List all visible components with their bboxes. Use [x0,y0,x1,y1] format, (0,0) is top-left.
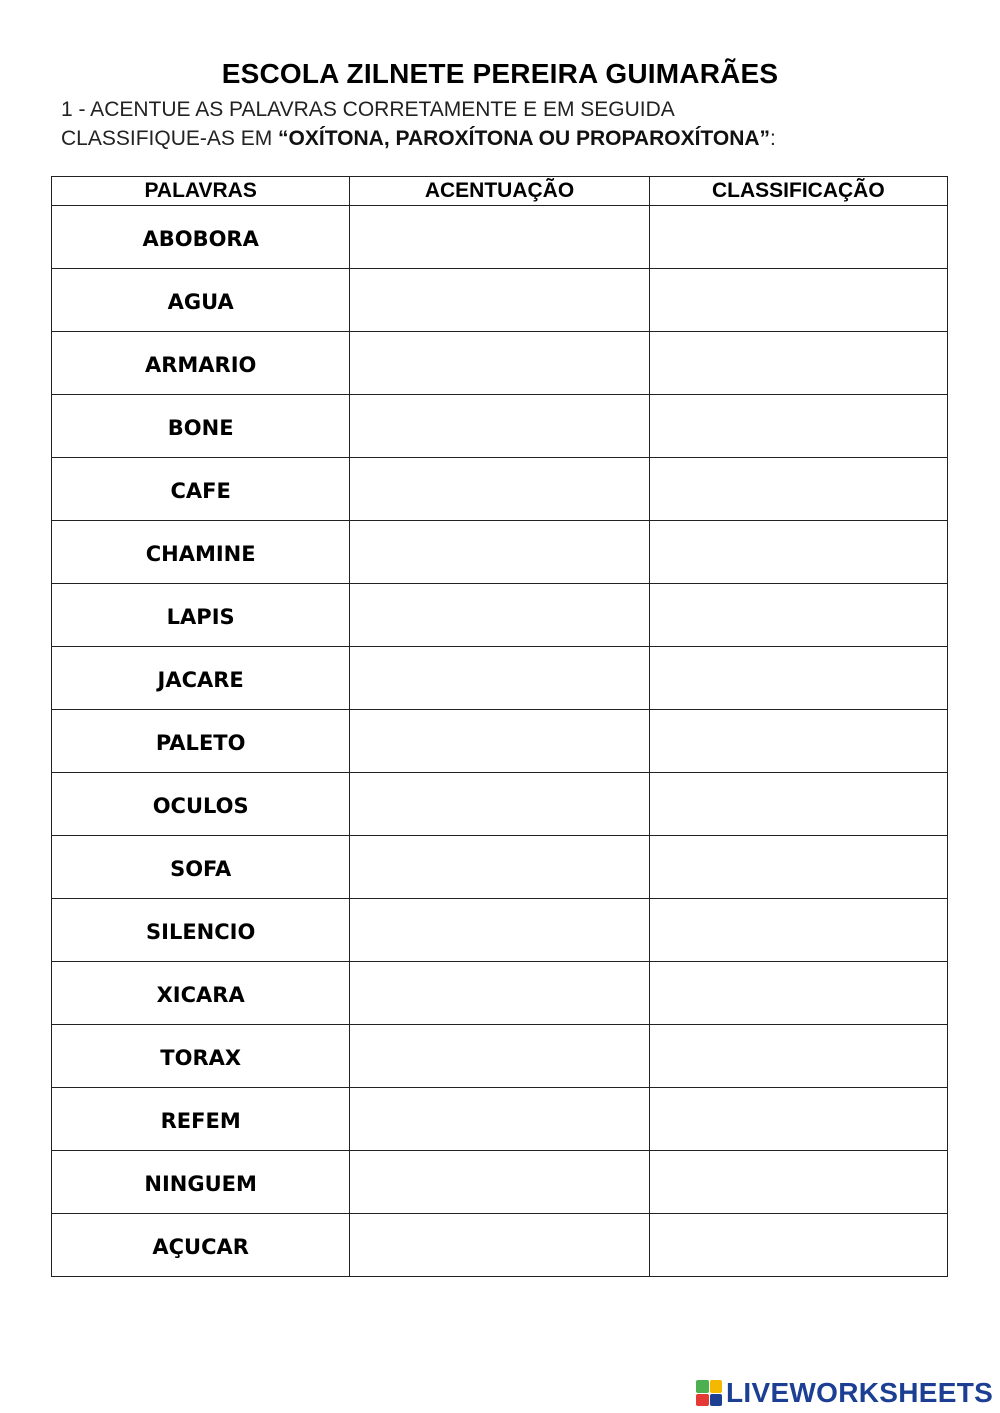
table-row [52,899,948,962]
acentuacao-answer-cell[interactable] [350,962,649,1025]
acentuacao-answer-cell[interactable] [350,1214,649,1277]
table-row [52,647,948,710]
acentuacao-answer-cell[interactable] [350,206,649,269]
acentuacao-answer-cell[interactable] [350,773,649,836]
classificacao-answer-cell[interactable] [649,962,947,1025]
classificacao-answer-cell[interactable] [649,836,947,899]
word-cell: SILENCIO [52,899,350,962]
school-title: ESCOLA ZILNETE PEREIRA GUIMARÃES [221,58,779,89]
classificacao-answer-cell[interactable] [649,773,947,836]
word-cell: JACARE [52,647,350,710]
classificacao-answer-cell[interactable] [649,1088,947,1151]
classificacao-answer-cell[interactable] [649,521,947,584]
word-cell: CAFE [52,458,350,521]
table-row [52,1151,948,1214]
word-cell: LAPIS [52,584,350,647]
word-cell: ABOBORA [52,206,350,269]
word-cell: OCULOS [52,773,350,836]
classificacao-answer-cell[interactable] [649,584,947,647]
instruction-line-2-prefix: CLASSIFIQUE-AS EM [61,127,279,150]
table-row [52,1088,948,1151]
classificacao-answer-cell[interactable] [649,1214,947,1277]
acentuacao-answer-cell[interactable] [350,836,649,899]
word-cell: NINGUEM [52,1151,350,1214]
word-cell: REFEM [52,1088,350,1151]
acentuacao-answer-cell[interactable] [350,269,649,332]
acentuacao-answer-cell[interactable] [350,899,649,962]
word-cell: AÇUCAR [52,1214,350,1277]
table-row [52,458,948,521]
classificacao-answer-cell[interactable] [649,1151,947,1214]
instructions [61,95,776,153]
table-row [52,1214,948,1277]
word-cell: CHAMINE [52,521,350,584]
table-row [52,710,948,773]
table-row [52,332,948,395]
word-cell: ARMARIO [52,332,350,395]
instruction-line-2 [61,124,776,153]
classificacao-answer-cell[interactable] [649,899,947,962]
table-row [52,962,948,1025]
classificacao-answer-cell[interactable] [649,647,947,710]
liveworksheets-logo[interactable] [696,1377,993,1409]
word-cell: AGUA [52,269,350,332]
classificacao-answer-cell[interactable] [649,395,947,458]
table-row [52,1025,948,1088]
acentuacao-answer-cell[interactable] [350,521,649,584]
table-row [52,269,948,332]
logo-square-red [696,1394,709,1407]
word-cell: SOFA [52,836,350,899]
logo-square-green [696,1380,709,1393]
word-cell: PALETO [52,710,350,773]
word-cell: XICARA [52,962,350,1025]
acentuacao-answer-cell[interactable] [350,458,649,521]
header-classificacao: CLASSIFICAÇÃO [649,177,947,206]
liveworksheets-logo-text: LIVEWORKSHEETS [726,1377,994,1408]
logo-square-yellow [710,1380,723,1393]
classificacao-answer-cell[interactable] [649,332,947,395]
word-cell: BONE [52,395,350,458]
acentuacao-answer-cell[interactable] [350,647,649,710]
liveworksheets-logo-icon [696,1380,722,1406]
logo-square-blue [710,1394,723,1407]
worksheet-table [51,176,948,1277]
acentuacao-answer-cell[interactable] [350,332,649,395]
acentuacao-answer-cell[interactable] [350,584,649,647]
instruction-line-2-suffix: : [770,127,776,150]
table-row [52,395,948,458]
classificacao-answer-cell[interactable] [649,710,947,773]
table-row [52,836,948,899]
classificacao-answer-cell[interactable] [649,269,947,332]
acentuacao-answer-cell[interactable] [350,1088,649,1151]
table-row [52,584,948,647]
word-cell: TORAX [52,1025,350,1088]
instruction-classification-options: “OXÍTONA, PAROXÍTONA OU PROPAROXÍTONA” [278,127,771,150]
acentuacao-answer-cell[interactable] [350,1025,649,1088]
table-header-row [52,177,948,206]
table-row [52,773,948,836]
acentuacao-answer-cell[interactable] [350,395,649,458]
header-palavras: PALAVRAS [52,177,350,206]
table-row [52,206,948,269]
header-acentuacao: ACENTUAÇÃO [350,177,649,206]
instruction-line-1: 1 - ACENTUE AS PALAVRAS CORRETAMENTE E EM SEGUIDA [61,98,675,121]
acentuacao-answer-cell[interactable] [350,1151,649,1214]
acentuacao-answer-cell[interactable] [350,710,649,773]
classificacao-answer-cell[interactable] [649,458,947,521]
classificacao-answer-cell[interactable] [649,206,947,269]
table-row [52,521,948,584]
classificacao-answer-cell[interactable] [649,1025,947,1088]
